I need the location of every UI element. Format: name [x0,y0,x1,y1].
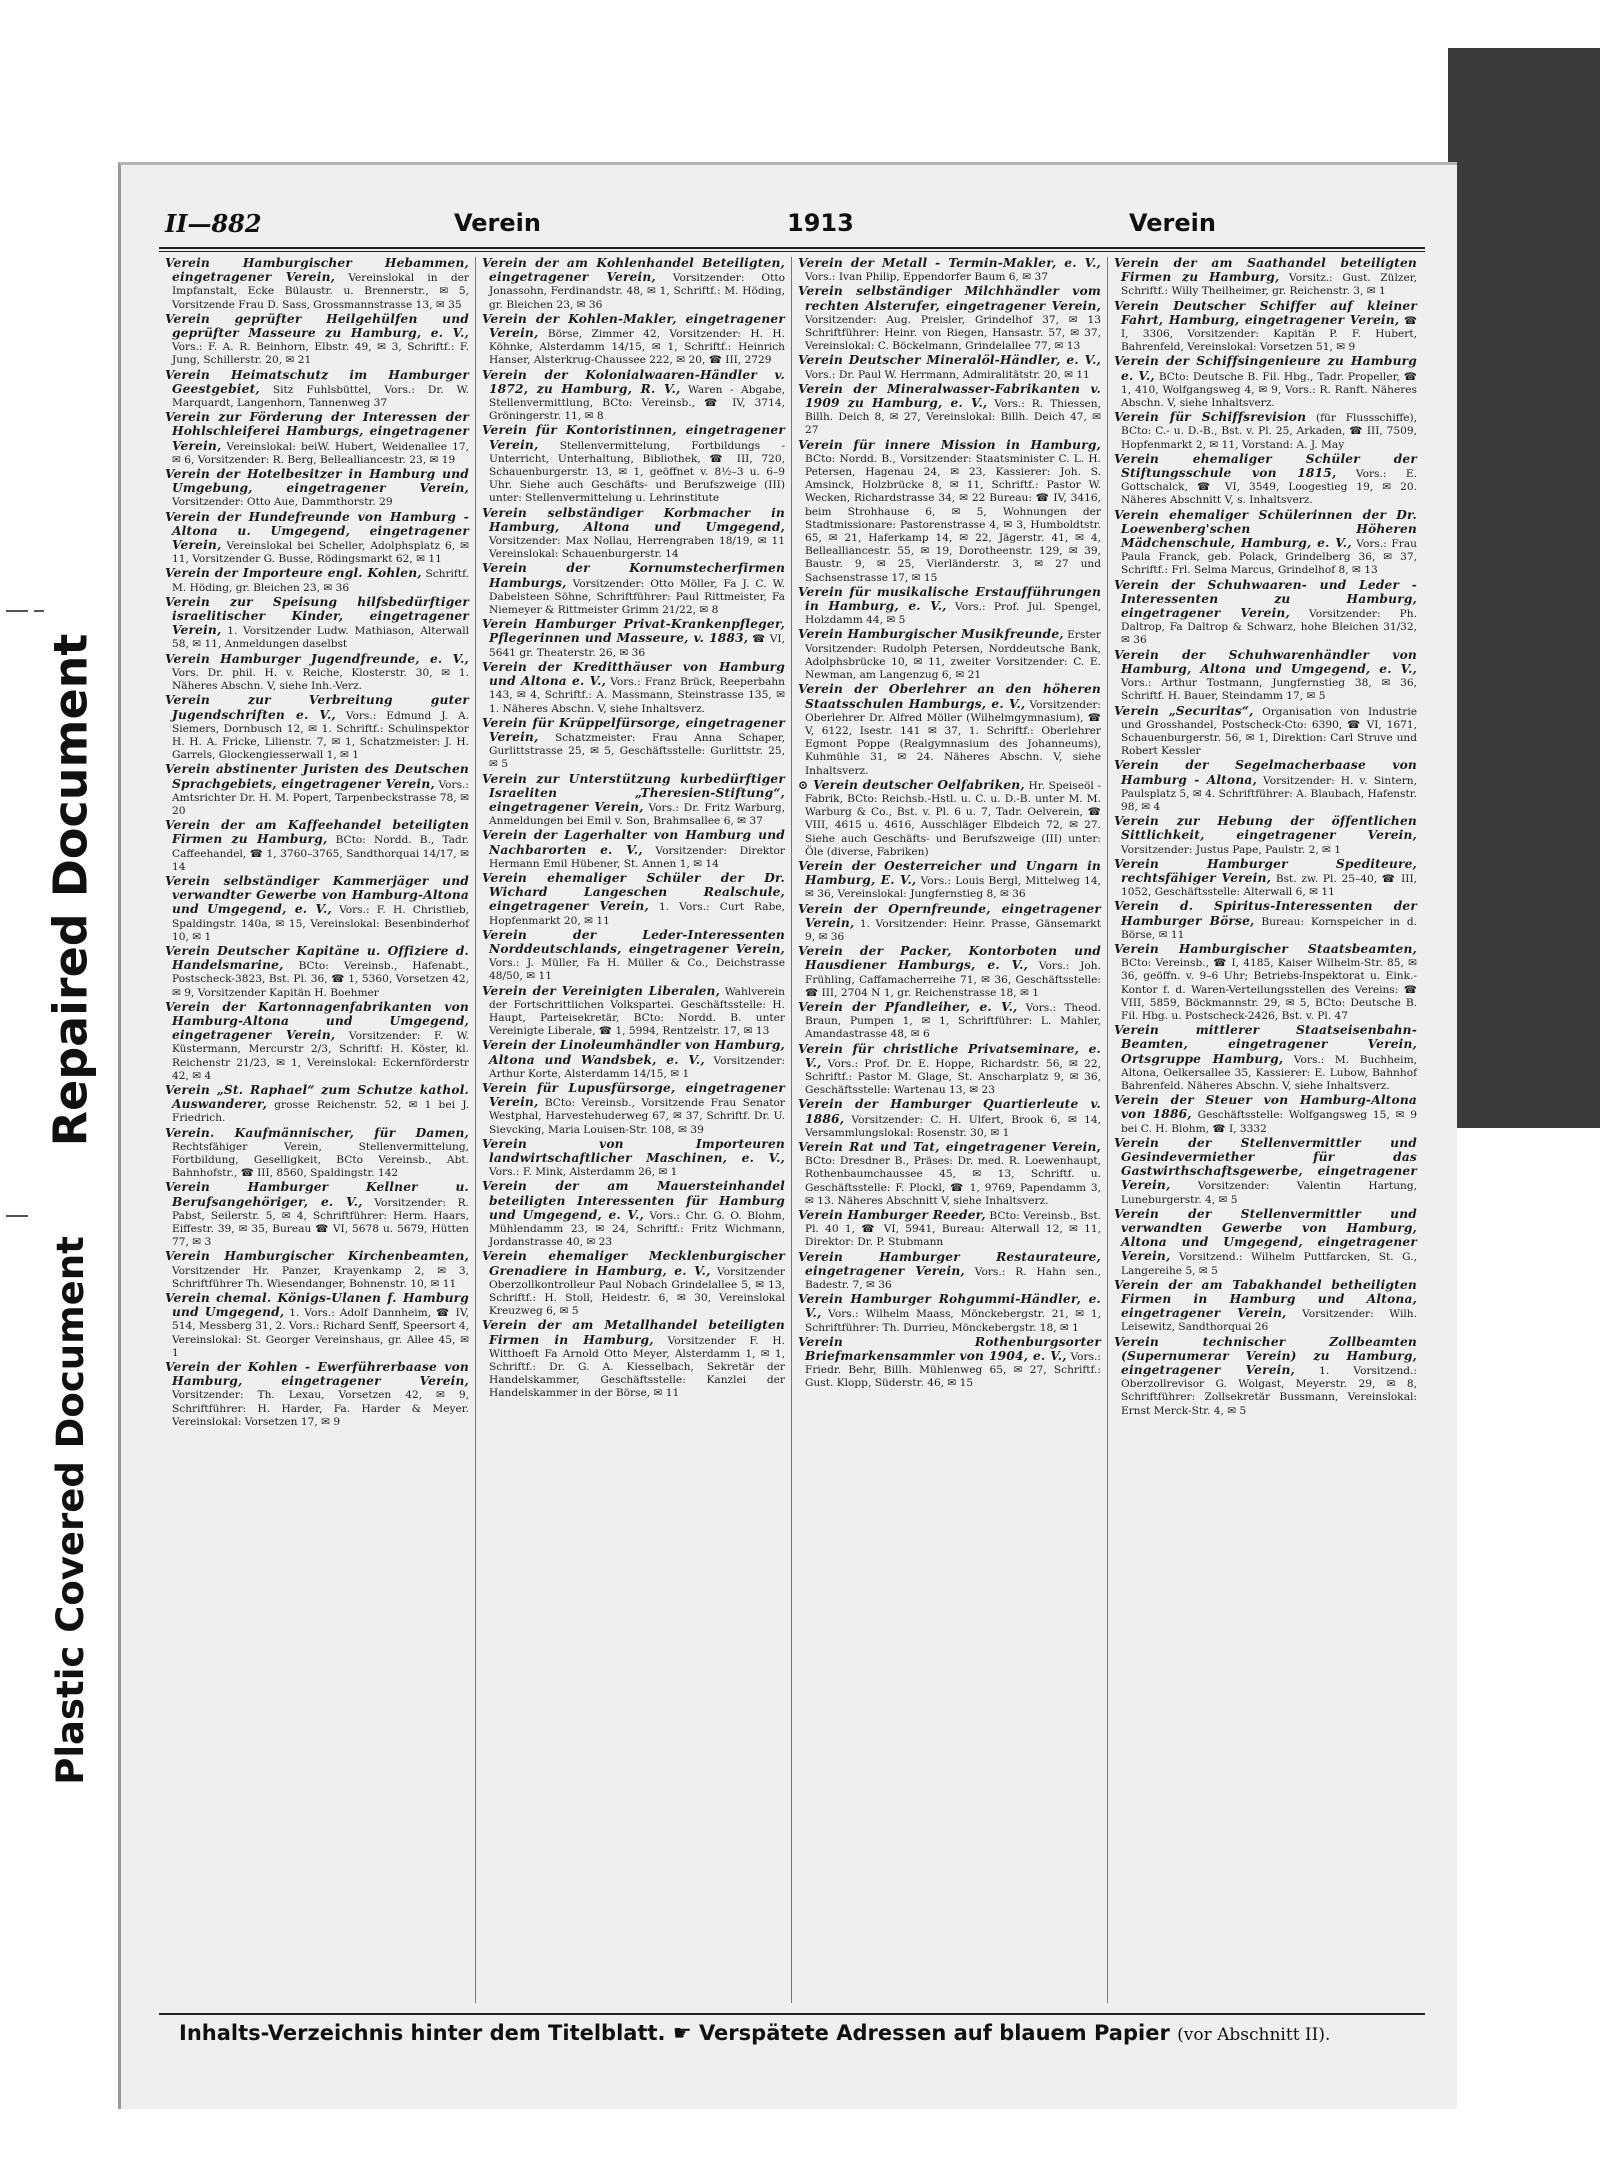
directory-entry [798,439,1101,585]
directory-entry [482,717,785,772]
directory-entry [1114,900,1417,942]
directory-entry [1114,1336,1417,1418]
directory-entry [482,1082,785,1137]
entry-name: Verein zur Förderung der Interessen der Hohlschleiferei Hamburgs, eingetragener Verein, [165,410,469,453]
directory-entry [482,369,785,424]
directory-entry [798,860,1101,902]
entry-name: Verein der Hundefreunde von Hamburg - Altona u. Umgegend, eingetragener Verein, [165,509,469,553]
directory-entry [165,596,469,652]
entry-name: Verein „St. Raphael“ zum Schutze kathol. Auswanderer, [165,1082,469,1112]
entry-name: Verein der Kohlen-Makler, eingetragener Verein, [482,311,785,341]
directory-entry [798,779,1101,859]
entry-name: Verein Hamburger Restaurateure, eingetragener Verein, [798,1249,1101,1278]
entry-details: Vors.: Joh. Frühling, Caffamacherreihe 71, ✉ 36, Geschäftsstelle: ☎ III, 2704 N 1, gr. Reichenstrasse 18, ✉ 1 [805,960,1101,999]
directory-column-3 [791,257,1107,2003]
entry-name: Verein ehemaliger Schüler der Stiftungsschule von 1815, [1114,451,1417,481]
entry-name: Verein von Importeuren landwirtschaftlicher Maschinen, e. V., [482,1136,785,1165]
entry-name: Verein der Kolonialwaaren-Händler v. 1872, zu Hamburg, R. V., [482,367,785,396]
directory-entry [1114,705,1417,759]
entry-name: Verein technischer Zollbeamten (Supernumerar Verein) zu Hamburg, eingetragener Verein, [1114,1334,1417,1378]
entry-name: Verein selbständiger Milchhändler vom rechten Alsterufer, eingetragener Verein, [798,284,1101,313]
repaired-document-label [10,610,130,1170]
entry-details: BCto: Deutsche B. Fil. Hbg., Tadr. Propeller, ☎ 1, 410, Wolfgangsweg 4, ✉ 9, Vors.: R. Ranft. Näheres Abschn. V, siehe Inhaltsverz. [1121,370,1418,410]
entry-details: Vorsitzender F. H. Witthoeft Fa Arnold Otto Meyer, Alsterdamm 1, ✉ 1, Schriftf.: Dr. G. A. Kiesselbach, Sekretär der Handelskammer, Geschäftsstelle: Kanzlei der Handelskammer in der Börse, ✉ 11 [489,1334,785,1400]
entry-details: grosse Reichenstr. 52, ✉ 1 bei J. Friedrich. [172,1099,469,1125]
entry-details: Vorsitzender: Aug. Preisler, Grindelhof 37, ✉ 13 Schriftführer: Heinr. von Riegen, Hansastr. 57, ✉ 37, Vereinslokal: C. Böckelmann, Grindelallee 77, ✉ 13 [805,313,1101,353]
directory-entry [1114,649,1417,704]
entry-name: Verein der Steuer von Hamburg-Altona von 1886, [1114,1093,1417,1122]
entry-details: BCto: Vereinsb., Hafenabt., Postscheck-3823, Bst. Pl. 36, ☎ 1, 5360, Vorsetzen 42, ✉ 9, Vorsitzender Kapitän H. Boehmer [172,960,469,999]
directory-entry [798,903,1101,945]
entry-details: Vorsitzender: Direktor Hermann Emil Hübener, St. Annen 1, ✉ 14 [489,844,785,870]
directory-entry [165,369,469,411]
entry-name: Verein Hamburger Rohgummi-Händler, e. V., [798,1292,1101,1321]
directory-entry [1114,1137,1417,1207]
entry-name: Verein ehemaliger Mecklenburgischer Grenadiere in Hamburg, e. V., [482,1249,785,1278]
entry-name: Verein der Schuhwaaren- und Leder - Interessenten zu Hamburg, eingetragener Verein, [1114,577,1417,621]
entry-details: Vorsitzender: F. W. Küstermann, Mercurstr 2/3, Schriftf: H. Köster, kl. Reichenstr 21/23, ✉ 1, Vereinslokal: Eckernförderstr 42, ✉ 4 [172,1030,469,1082]
entry-name: Verein der am Kohlenhandel Beteiligten, eingetragener Verein, [482,257,785,285]
entry-details: Vorsitzender: H. v. Sintern, Paulsplatz 5, ✉ 4. Schriftführer: A. Blaubach, Hafenstr. 98, ✉ 4 [1121,774,1417,813]
entry-name: Verein der Pfandleiher, e. V., [798,999,1018,1014]
directory-entry [798,945,1101,1000]
entry-name: Verein der Metall - Termin-Makler, e. V., [798,257,1101,270]
directory-entry [798,285,1101,353]
entry-name: Verein ehemaliger Schüler der Dr. Wichard Langeschen Realschule, eingetragener Verein, [482,870,785,914]
entry-name: Verein für musikalische Erstaufführungen in Hamburg, e. V., [798,584,1101,614]
entry-name: Verein der am Saathandel beteiligten Firmen zu Hamburg, [1114,257,1417,285]
directory-entry [165,1181,469,1249]
directory-entry [482,257,785,312]
entry-name: Verein chemal. Königs-Ulanen f. Hamburg und Umgegend, [165,1291,469,1320]
entry-details: Vorsitz.: Gust. Zülzer, Schriftf.: Willy Theilheimer, gr. Reichenstr. 3, ✉ 1 [1121,272,1417,298]
header-year: 1913 [787,209,854,237]
entry-name: Verein der Importeure engl. Kohlen, [165,566,422,581]
header-keyword-right: Verein [1129,209,1216,237]
entry-details: Hr. Speiseöl - Fabrik, BCto: Reichsb.-Hstl. u. C. u. D.-B. unter M. M. Warburg & Co., Bst. v. Pl. 6 u. 7, Tadr. Oelverein, ☎ VIII, 4615 u. 4616, Ausschläger Elbdeich 72, ✉ 27. Siehe auch Geschäfts- und Berufszweige (III) unter: Öle (diverse, Fabriken) [805,779,1101,858]
directory-entry [798,354,1101,381]
entry-name: Verein für Kontoristinnen, eingetragener Verein, [482,423,785,452]
entry-details: Vorsitzender: R. Pabst, Seilerstr. 5, ✉ 4, Schriftführer: Herm. Haars, Eiffestr. 39, ✉ 35, Bureau ☎ VI, 5678 u. 5679, Hütten 77, ✉ 3 [172,1196,469,1249]
entry-details: Vors.: F. Mink, Alsterdamm 26, ✉ 1 [489,1166,678,1179]
entry-details: Vorsitzender: Wilh. Leisewitz, Sandthorquai 26 [1121,1308,1417,1334]
entry-name: Verein der am Metallhandel beteiligten Firmen in Hamburg, [482,1318,785,1347]
entry-name: Verein der Packer, Kontorboten und Hausdiener Hamburgs, e. V., [798,944,1101,973]
entry-name: Verein zur Hebung der öffentlichen Sittlichkeit, eingetragener Verein, [1114,814,1417,843]
footer-section-note: (vor Abschnitt II). [1177,2025,1331,2045]
page-number: II—882 [165,209,262,238]
plastic-covered-document-label [10,1200,130,1820]
directory-entry [482,618,785,660]
entry-name: Verein der Kartonnagenfabrikanten von Hamburg-Altona und Umgegend, eingetragener Verein, [165,999,469,1043]
entry-details: Sitz Fuhlsbüttel, Vors.: Dr. W. Marquardt, Langenhorn, Tannenweg 37 [172,383,470,410]
entry-name: Verein der am Tabakhandel betheiligten Firmen in Hamburg und Altona, eingetragener Verein, [1114,1277,1417,1321]
entry-name: Verein der Schiffsingenieure zu Hamburg e. V., [1114,354,1417,383]
entry-details: Vors.: Dr. Paul W. Herrmann, Admiralitätstr. 20, ✉ 11 [805,368,1090,381]
scanned-directory-page [118,162,1457,2109]
directory-entry [482,562,785,617]
entry-details: Vors.: Amtsrichter Dr. H. M. Popert, Tarpenbeckstrasse 78, ✉ 20 [172,778,469,817]
entry-name: Verein der Oberlehrer an den höheren Staatsschulen Hamburgs, e. V., [798,682,1101,711]
directory-entry [1114,257,1417,299]
directory-entry [482,872,785,928]
entry-details: Vors.: Theod. Braun, Pumpen 1, ✉ 1, Schriftführer: L. Mahler, Amandastrasse 48, ✉ 6 [805,1001,1102,1041]
directory-entry [1114,1024,1417,1093]
directory-entry [165,875,469,944]
directory-entry [482,1138,785,1180]
entry-details: BCto: Dresdner B., Präses: Dr. med. R. Loewenhaupt, Rothenbaumchaussee 45, ✉ 13, Schriftf. u. Geschäftsstelle: F. Plockl, ☎ 1, 9769, Papendamm 3, ✉ 13. Näheres Abschnitt V, siehe Inhaltsverz. [805,1155,1101,1207]
directory-entry [798,1043,1101,1098]
entry-details: Vors.: M. Buchheim, Altona, Oelkersallee 35, Kassierer: E. Lubow, Bahnhof Bahrenfeld. Näheres Abschn. V, siehe Inhaltsverz. [1121,1053,1417,1092]
entry-name: Verein der Leder-Interessenten Norddeutschlands, eingetragener Verein, [482,927,785,956]
entry-name: Verein für Lupusfürsorge, eingetragener Verein, [482,1080,785,1110]
entry-details: Vors.: Ivan Philip, Eppendorfer Baum 6, ✉ 37 [805,271,1048,284]
directory-entry [482,661,785,716]
entry-details: Vors.: F. A. R. Beinhorn, Elbstr. 49, ✉ 3, Schriftf.: F. Jung, Schillerstr. 20, ✉ 21 [172,341,469,367]
entry-details: (für Flussschiffe), BCto: C.- u. D.-B., Bst. v. Pl. 25, Arkaden, ☎ III, 7509, Hopfenmarkt 2, ✉ 11, Vorstand: A. J. May [1121,412,1418,451]
directory-entry [165,1292,469,1360]
entry-details: Schatzmeister: Frau Anna Schaper, Gurlittstrasse 25, ✉ 5, Geschäftsstelle: Gurlittstr. 25, ✉ 5 [489,731,785,771]
directory-entry [482,1250,785,1318]
directory-entry [165,1084,469,1126]
plastic-covered-document-text: Plastic Covered Document [48,1235,92,1785]
entry-details: Vorsitzender: Valentin Hartung, Luneburgerstr. 4, ✉ 5 [1121,1180,1418,1206]
entry-name: Verein selbständiger Korbmacher in Hamburg, Altona und Umgegend, [482,505,785,534]
entry-name: Verein geprüfter Heilgehülfen und geprüfter Masseure zu Hamburg, e. V., [165,311,469,341]
directory-entry [482,424,785,505]
directory-entry [165,819,469,874]
entry-details: 1. Vors.: Curt Rabe, Hopfenmarkt 20, ✉ 11 [489,901,785,927]
entry-name: Verein der Opernfreunde, eingetragener Verein, [798,901,1101,930]
entry-name: Verein für christliche Privatseminare, e. V., [798,1041,1101,1070]
entry-details: ☎ I, 3306, Vorsitzender: Kapitän P. F. Hubert, Bahrenfeld, Vereinslokal: Vorsetzen 51, ✉ 9 [1121,314,1418,354]
entry-details: Vors.: R. Hahn sen., Badestr. 7, ✉ 36 [805,1265,1101,1292]
directory-entry [165,567,469,594]
directory-entry [482,1180,785,1249]
entry-name: Verein der Oesterreicher und Ungarn in Hamburg, E. V., [798,858,1101,888]
entry-details: Vorsitzend.: Wilhelm Puttfarcken, St. G., Langereihe 5, ✉ 5 [1121,1251,1417,1277]
entry-details: Vors.: Arthur Tostmann, Jungfernstieg 38, ✉ 36, Schriftf. H. Bauer, Steindamm 17, ✉ 5 [1121,677,1417,703]
entry-details: 1. Vors.: Adolf Dannheim, ☎ IV, 514, Messberg 31, 2. Vors.: Richard Senff, Speersort 4, Vereinslokal: St. Georger Vereinshaus, gr. Allee 45, ✉ 1 [172,1307,469,1359]
entry-details: Vereinslokal: beiW. Hubert, Weidenallee 17, ✉ 6, Vorsitzender: R. Berg, Bellealliancestr. 23, ✉ 19 [172,440,469,466]
directory-entry [165,694,469,762]
entry-name: Verein der Schuhwarenhändler von Hamburg, Altona und Umgegend, e. V., [1114,647,1417,676]
directory-entry [482,985,785,1039]
entry-name: Verein Deutscher Kapitäne u. Offiziere d. Handelsmarine, [165,943,469,973]
entry-details: Vorsitzender: C. H. Ulfert, Brook 6, ✉ 14, Versammlungslokal: Rosenstr. 30, ✉ 1 [805,1113,1102,1139]
entry-name: Verein für innere Mission in Hamburg, [798,437,1101,452]
directory-entry [482,1039,785,1081]
entry-details: Geschäftsstelle: Wolfgangsweg 15, ✉ 9 bei C. H. Blohm, ☎ I, 3332 [1121,1109,1418,1135]
header-rule [159,247,1425,249]
page-footer [179,2021,1419,2045]
entry-name: Verein für Schiffsrevision [1114,410,1307,425]
directory-entry [1114,411,1417,452]
footer-notice: Inhalts-Verzeichnis hinter dem Titelblatt. ☛ Verspätete Adressen auf blauem Papier [179,2021,1170,2045]
entry-details: Rechtsfähiger Verein, Stellenvermittelung, Fortbildung, Geselligkeit, BCto Vereinsb., Abt. Bahnhofstr., ☎ III, 8560, Spaldingstr. 142 [172,1140,469,1180]
entry-details: BCto: Vereinsb., Vorsitzende Frau Senator Westphal, Harvestehuderweg 67, ✉ 37, Schriftf. Dr. U. Sievcking, Maria Louisen-Str. 108, ✉ 39 [489,1097,785,1136]
entry-name: Verein der Segelmacherbaase von Hamburg - Altona, [1114,758,1417,787]
entry-name: Verein Hamburgischer Staatsbeamten, [1114,941,1417,956]
directory-entry [165,945,469,1000]
entry-name: Verein Deutscher Schiffer auf kleiner Fahrt, Hamburg, eingetragener Verein, [1114,298,1417,327]
entry-details: Bst. zw. Pl. 25–40, ☎ III, 1052, Geschäftsstelle: Alterwall 6, ✉ 11 [1121,872,1418,899]
entry-details: Vors.: R. Thiessen, Billh. Deich 8, ✉ 27, Vereinslokal: Billh. Deich 47, ✉ 27 [805,398,1101,437]
entry-details: Vorsitzender: Otto Jonassohn, Ferdinandstr. 48, ✉ 1, Schriftf.: M. Höding, gr. Bleichen 23, ✉ 36 [489,272,785,311]
entry-details: Vorsitzender: Th. Lexau, Vorsetzen 42, ✉ 9, Schriftführer: H. Harder, Fa. Harder & Meyer. Vereinslokal: Vorsetzen 17, ✉ 9 [172,1389,469,1428]
entry-name: ⊙ Verein deutscher Oelfabriken, [798,777,1025,792]
directory-entry [1114,858,1417,900]
entry-name: Verein der Vereinigten Liberalen, [482,983,721,998]
directory-entry [798,628,1101,682]
directory-entry [165,411,469,467]
entry-details: Vors. Dr. phil. H. v. Reiche, Klosterstr. 30, ✉ 1. Näheres Abschn. V, siehe Inh.-Verz. [172,666,469,693]
entry-details: Vors.: Prof. Jul. Spengel, Holzdamm 44, ✉ 5 [805,601,1101,627]
directory-entry [798,586,1101,628]
directory-entry [165,1361,469,1429]
entry-name: Verein Rat und Tat, eingetragener Verein, [798,1140,1101,1154]
entry-details: Bureau: Kornspeicher in d. Börse, ✉ 11 [1121,915,1417,941]
entry-details: Stellenvermittelung, Fortbildungs - Unterricht, Unterhaltung, Bibliothek, ☎ III, 720, Schauenburgerstr. 13, ✉ 1, geöffnet v. 8½–3 u. 6–9 Uhr. Siehe auch Geschäfts- und Berufszweige (III) unter: Stellenvermittelung u. Lehrinstitute [489,439,785,505]
entry-details: Vorsitzender: Oberlehrer Dr. Alfred Möller (Wilhelmgymnasium), ☎ V, 6122, Isestr. 141 ✉ 37, 1. Schriftf.: Oberlehrer Egmont Poppe (Realgymnasium des Johanneums), Kuhmühle 31, ✉ 24. Näheres Abschn. V, siehe Inhaltsverz. [805,698,1101,777]
entry-details: Vorsitzender: Otto Aue, Dammthorstr. 29 [172,496,393,509]
directory-entry [798,1293,1101,1335]
directory-entry [482,773,785,829]
directory-entry [1114,759,1417,814]
directory-entry [1114,943,1417,1023]
directory-entry [1114,579,1417,648]
entry-name: Verein d. Spiritus-Interessenten der Hamburger Börse, [1114,899,1417,928]
directory-entry [1114,1208,1417,1278]
directory-entry [1114,355,1417,410]
entry-details: Vorsitzender Oberzollkontrolleur Paul Nobach Grindelallee 5, ✉ 13, Schriftf.: H. Stoll, Heidestr. 6, ✉ 30, Vereinslokal Kreuzweg 6, ✉ 5 [489,1265,785,1318]
entry-details: Vorsitzender: Otto Möller, Fa J. C. W. Dabelsteen Söhne, Schriftführer: Paul Rittmeister, Fa Niemeyer & Rittmeister Grimm 21/22, ✉ 8 [489,577,785,617]
entry-name: Verein der Lagerhalter von Hamburg und Nachbarorten e. V., [482,828,785,857]
entry-name: Verein Hamburger Privat-Krankenpfleger, Pflegerinnen und Masseure, v. 1883, [482,617,785,646]
entry-details: BCto: Nordd. B., Vorsitzender: Staatsminister C. L. H. Petersen, Hagenau 24, ✉ 23, Kassierer: Joh. S. Amsinck, Holzbrücke 8, ✉ 11, Schriftf.: Pastor W. Wecken, Richardstrasse 34, ✉ 22 Bureau: ☎ IV, 3416, beim Strohhause 6, ✉ 5, Wohnungen der Stadtmissionare: Pastorenstrasse 4, ✉ 3, Humboldtstr. 65, ✉ 21, Haferkamp 14, ✉ 22, Jägerstr. 41, ✉ 4, Bellealliancestr. 55, ✉ 19, Dorotheenstr. 129, ✉ 39, Baustr. 9, ✉ 25, Vierländerstr. 3, ✉ 27 und Sachsenstrasse 17, ✉ 15 [805,452,1101,584]
entry-details: Vors.: Wilhelm Maass, Mönckebergstr. 21, ✉ 1, Schriftführer: Th. Durrieu, Mönckebergstr. 18, ✉ 1 [805,1308,1101,1334]
entry-name: Verein Hamburger Kellner u. Berufsangehöriger, e. V., [165,1180,469,1209]
entry-name: Verein Deutscher Mineralöl-Händler, e. V., [798,353,1101,368]
entry-details: Vors.: Friedr. Behr, Billh. Mühlenweg 65, ✉ 27, Schriftf.: Gust. Klopp, Süderstr. 46, ✉ 15 [805,1351,1101,1390]
entry-details: BCto: Nordd. B., Tadr. Caffeehandel, ☎ 1, 3760–3765, Sandthorquai 14/17, ✉ 14 [172,834,469,873]
entry-details: Vors.: Dr. Fritz Warburg, Anmeldungen bei Emil v. Son, Brahmsallee 6, ✉ 37 [489,801,785,828]
directory-entry [165,313,469,368]
entry-details: 1. Vorsitzend.: Oberzollrevisor G. Wolgast, Meyerstr. 29, ✉ 8, Schriftführer: Zollsekretär Bussmann, Vereinslokal: Ernst Merck-Str. 4, ✉ 5 [1121,1365,1417,1417]
directory-entry [482,313,785,368]
entry-name: Verein zur Speisung hilfsbedürftiger israelitischer Kinder, eingetragener Verein, [165,594,469,638]
footer-rule [159,2013,1425,2015]
directory-entry [1114,1279,1417,1335]
entry-name: Verein der Hamburger Quartierleute v. 1886, [798,1097,1101,1126]
entry-name: Verein Rothenburgsorter Briefmarkensammler von 1904, e. V., [798,1334,1101,1364]
entry-details: Vors.: F. H. Christlieb, Spaldingstr. 140a, ✉ 15, Vereinslokal: Besenbinderhof 10, ✉ 1 [172,904,469,943]
entry-name: Verein der Mineralwasser-Fabrikanten v. 1909 zu Hamburg, e. V., [798,381,1101,411]
entry-details: Vors.: Frau Paula Franck, geb. Polack, Grindelberg 36, ✉ 37, Schriftf.: Frl. Selma Marcus, Grindelhof 8, ✉ 13 [1121,538,1417,577]
entry-name: Verein Heimatschutz im Hamburger Geestgebiet, [165,367,469,396]
entry-details: BCto: Vereinsb., ☎ I, 4185, Kaiser Wilhelm-Str. 85, ✉ 36, geöffn. v. 9–6 Uhr; Betriebs-Inspektorat u. Eink.-Kontor f. d. Waren-Verteilungsstellen des Vereins: ☎ VIII, 5859, Böckmannstr. 29, ✉ 5, BCto: Deutsche B. Fil. Hbg. u. Postscheck-2426, Bst. v. Pl. 47 [1121,957,1417,1022]
entry-details: Vereinslokal bei Scheller, Adolphsplatz 6, ✉ 11, Vorsitzender G. Busse, Rödingsmarkt 62, ✉ 11 [172,540,469,566]
entry-name: Verein Hamburger Jugendfreunde, e. V., [165,651,469,666]
directory-entry [165,1250,469,1291]
directory-entry [798,1001,1101,1042]
directory-entry [1114,300,1417,355]
entry-name: Verein der Hotelbesitzer in Hamburg und Umgebung, eingetragener Verein, [165,467,469,496]
directory-entry [1114,509,1417,578]
entry-details: Börse, Zimmer 42, Vorsitzender: H. H. Köhnke, Alsterdamm 14/15, ✉ 1, Schriftf.: Heinrich Hanser, Alsterkrug-Chaussee 222, ✉ 20, ☎ III, 2729 [489,328,785,367]
directory-entry [165,1001,469,1083]
entry-name: Verein „Securitas“, [1114,703,1254,718]
entry-name: Verein der am Kaffeehandel beteiligten Firmen zu Hamburg, [165,818,469,847]
entry-name: Verein der Linoleumhändler von Hamburg, Altona und Wandsbek, e. V., [482,1038,785,1067]
entry-details: Erster Vorsitzender: Rudolph Petersen, Norddeutsche Bank, Adolphsbrücke 10, ✉ 11, zweiter Vorsitzender: C. E. Newman, am Langenzug 6, ✉ 21 [805,629,1101,682]
directory-entry [1114,453,1417,508]
entry-details: 1. Vorsitzender: Heinr. Prasse, Gänsemarkt 9, ✉ 36 [805,917,1101,943]
header-keyword-left: Verein [454,209,541,237]
entry-name: Verein Hamburger Spediteure, rechtsfähiger Verein, [1114,856,1417,885]
entry-name: Verein Hamburgischer Kirchenbeamten, [165,1249,469,1264]
repaired-document-text: Repaired Document [43,633,98,1147]
entry-name: Verein selbständiger Kammerjäger und verwandter Gewerbe von Hamburg-Altona und Umgegend, e. V., [165,873,469,917]
entry-details: Schriftf. M. Höding, gr. Bleichen 23, ✉ 36 [172,568,469,594]
directory-entry [165,511,469,567]
entry-name: Verein zur Unterstützung kurbedürftiger Israeliten „Theresien-Stiftung“, eingetragener Verein, [482,771,785,814]
header-rule-thin [159,251,1425,252]
directory-column-1 [159,257,475,2003]
page-header [159,209,1425,243]
entry-details: Vorsitzender: Arthur Korte, Alsterdamm 14/15, ✉ 1 [489,1054,785,1080]
directory-entry [798,1209,1101,1250]
directory-entry [798,1098,1101,1140]
entry-name: Verein Hamburgischer Musikfreunde, [798,627,1064,642]
entry-details: 1. Vorsitzender Ludw. Mathiason, Alterwall 58, ✉ 11, Anmeldungen daselbst [172,625,470,651]
entry-details: Vors.: E. Gottschalck, ☎ VI, 3549, Loogestieg 19, ✉ 20. Näheres Abschnitt V, s. Inhaltsverz. [1121,468,1417,507]
entry-name: Verein Hamburger Reeder, [798,1208,986,1223]
directory-entry [165,763,469,818]
directory-column-4 [1107,257,1423,2003]
entry-details: Vors.: Chr. G. O. Blohm, Mühlendamm 23, ✉ 24, Schriftf.: Fritz Wichmann, Jordanstrasse 40, ✉ 23 [489,1209,785,1249]
directory-entry [798,683,1101,777]
entry-name: Verein der Stellenvermittler und verwandten Gewerbe von Hamburg, Altona und Umgegend, eingetragener Verein, [1114,1206,1417,1264]
entry-name: Verein ehemaliger Schülerinnen der Dr. Loewenberg'schen Höheren Mädchenschule, Hamburg, e. V., [1114,507,1417,551]
directory-entry [1114,815,1417,857]
directory-entry [798,257,1101,284]
dark-background-edge [1448,48,1600,1128]
entry-details: Vorsitzender: Ph. Daltrop, Fa Daltrop & Schwarz, hohe Bleichen 31/32, ✉ 36 [1121,608,1417,647]
directory-entry [1114,1094,1417,1136]
entry-name: Verein der am Mauersteinhandel beteiligten Interessenten für Hamburg und Umgegend, e. V., [482,1179,785,1222]
entry-details: Waren - Abgabe, Stellenvermittlung, BCto: Vereinsb., ☎ IV, 3714, Gröningerstr. 11, ✉ 8 [489,383,785,423]
entry-details: Vors.: Louis Bergl, Mittelweg 14, ✉ 36, Vereinslokal: Jungfernstieg 8, ✉ 36 [805,875,1101,901]
directory-entry [165,257,469,312]
entry-details: Vorsitzender: Justus Pape, Paulstr. 2, ✉ 1 [1121,843,1342,856]
directory-entry [798,1336,1101,1391]
entry-details: Vereinslokal in der Impfanstalt, Ecke Bülaustr. u. Brennerstr., ✉ 5, Vorsitzende Frau D. Sass, Grossmannstrasse 13, ✉ 35 [172,272,469,311]
entry-details: Vorsitzender Hr. Panzer, Krayenkamp 2, ✉ 3, Schriftführer Th. Wiesendanger, Bohnenstr. 10, ✉ 11 [172,1264,469,1290]
directory-entry [165,653,469,694]
entry-details: Vors.: J. Müller, Fa H. Müller & Co., Deichstrasse 48/50, ✉ 11 [489,957,785,983]
directory-columns [159,257,1425,2003]
entry-name: Verein für Krüppelfürsorge, eingetragener Verein, [482,715,785,744]
entry-name: Verein der Kornumstecherfirmen Hamburgs, [482,561,785,590]
directory-entry [798,383,1101,438]
entry-name: Verein der Kreditthäuser von Hamburg und Altona e. V., [482,659,785,689]
directory-entry [482,929,785,984]
entry-details: Vors.: Prof. Dr. E. Hoppe, Richardstr. 56, ✉ 22, Schriftf.: Pastor M. Glage, St. Anscharplatz 9, ✉ 36, Geschäftsstelle: Wartenau 13, ✉ 23 [805,1057,1101,1097]
directory-column-2 [475,257,791,2003]
directory-entry [165,1127,469,1181]
directory-entry [482,829,785,871]
directory-entry [798,1251,1101,1293]
entry-details: ☎ VI, 5641 gr. Theaterstr. 26, ✉ 36 [489,633,785,659]
entry-name: Verein mittlerer Staatseisenbahn-Beamten, eingetragener Verein, Ortsgruppe Hamburg, [1114,1023,1417,1066]
entry-details: Vors.: Franz Brück, Reeperbahn 143, ✉ 4, Schriftf.: A. Massmann, Steinstrasse 135, ✉ 1. Näheres Abschn. V, siehe Inhaltsverz. [489,676,785,715]
entry-name: Verein der Kohlen - Ewerführerbaase von Hamburg, eingetragener Verein, [165,1360,469,1389]
entry-details: Organisation von Industrie und Grosshandel, Postscheck-Cto: 6390, ☎ VI, 1671, Schauenburgerstr. 56, ✉ 1, Direktion: Carl Struve und Robert Kessler [1121,705,1418,758]
entry-name: Verein zur Verbreitung guter Jugendschriften e. V., [165,693,469,722]
entry-details: Vors.: Edmund J. A. Siemers, Dornbusch 12, ✉ 1. Schriftf.: Schulinspektor H. H. A. Fricke, Lilienstr. 7, ✉ 1, Schatzmeister: J. H. Garrels, Glockengiesserwall 1, ✉ 1 [172,709,469,762]
entry-name: Verein. Kaufmännischer, für Damen, [165,1125,469,1140]
entry-details: Vorsitzender: Max Nollau, Herrengraben 18/19, ✉ 11 Vereinslokal: Schauenburgerstr. 14 [489,535,785,561]
entry-name: Verein Hamburgischer Hebammen, eingetragener Verein, [165,257,469,285]
entry-details: BCto: Vereinsb., Bst. Pl. 40 1, ☎ VI, 5941, Bureau: Alterwall 12, ✉ 11, Direktor: Dr. P. Stubmann [805,1210,1101,1249]
directory-entry [798,1141,1101,1208]
entry-name: Verein der Stellenvermittler und Gesindevermiether für das Gastwirthschaftsgewerbe, eingetragener Verein, [1114,1135,1417,1193]
entry-name: Verein abstinenter Juristen des Deutschen Sprachgebiets, eingetragener Verein, [165,762,469,791]
directory-entry [482,1319,785,1400]
directory-entry [482,507,785,562]
directory-entry [165,468,469,510]
entry-details: Wahlverein der Fortschrittlichen Volkspartei. Geschäftsstelle: H. Haupt, Parteisekretär, BCto: Nordd. B. unter Vereinigte Liberale, ☎ 1, 5994, Rentzelstr. 17, ✉ 13 [489,985,785,1038]
